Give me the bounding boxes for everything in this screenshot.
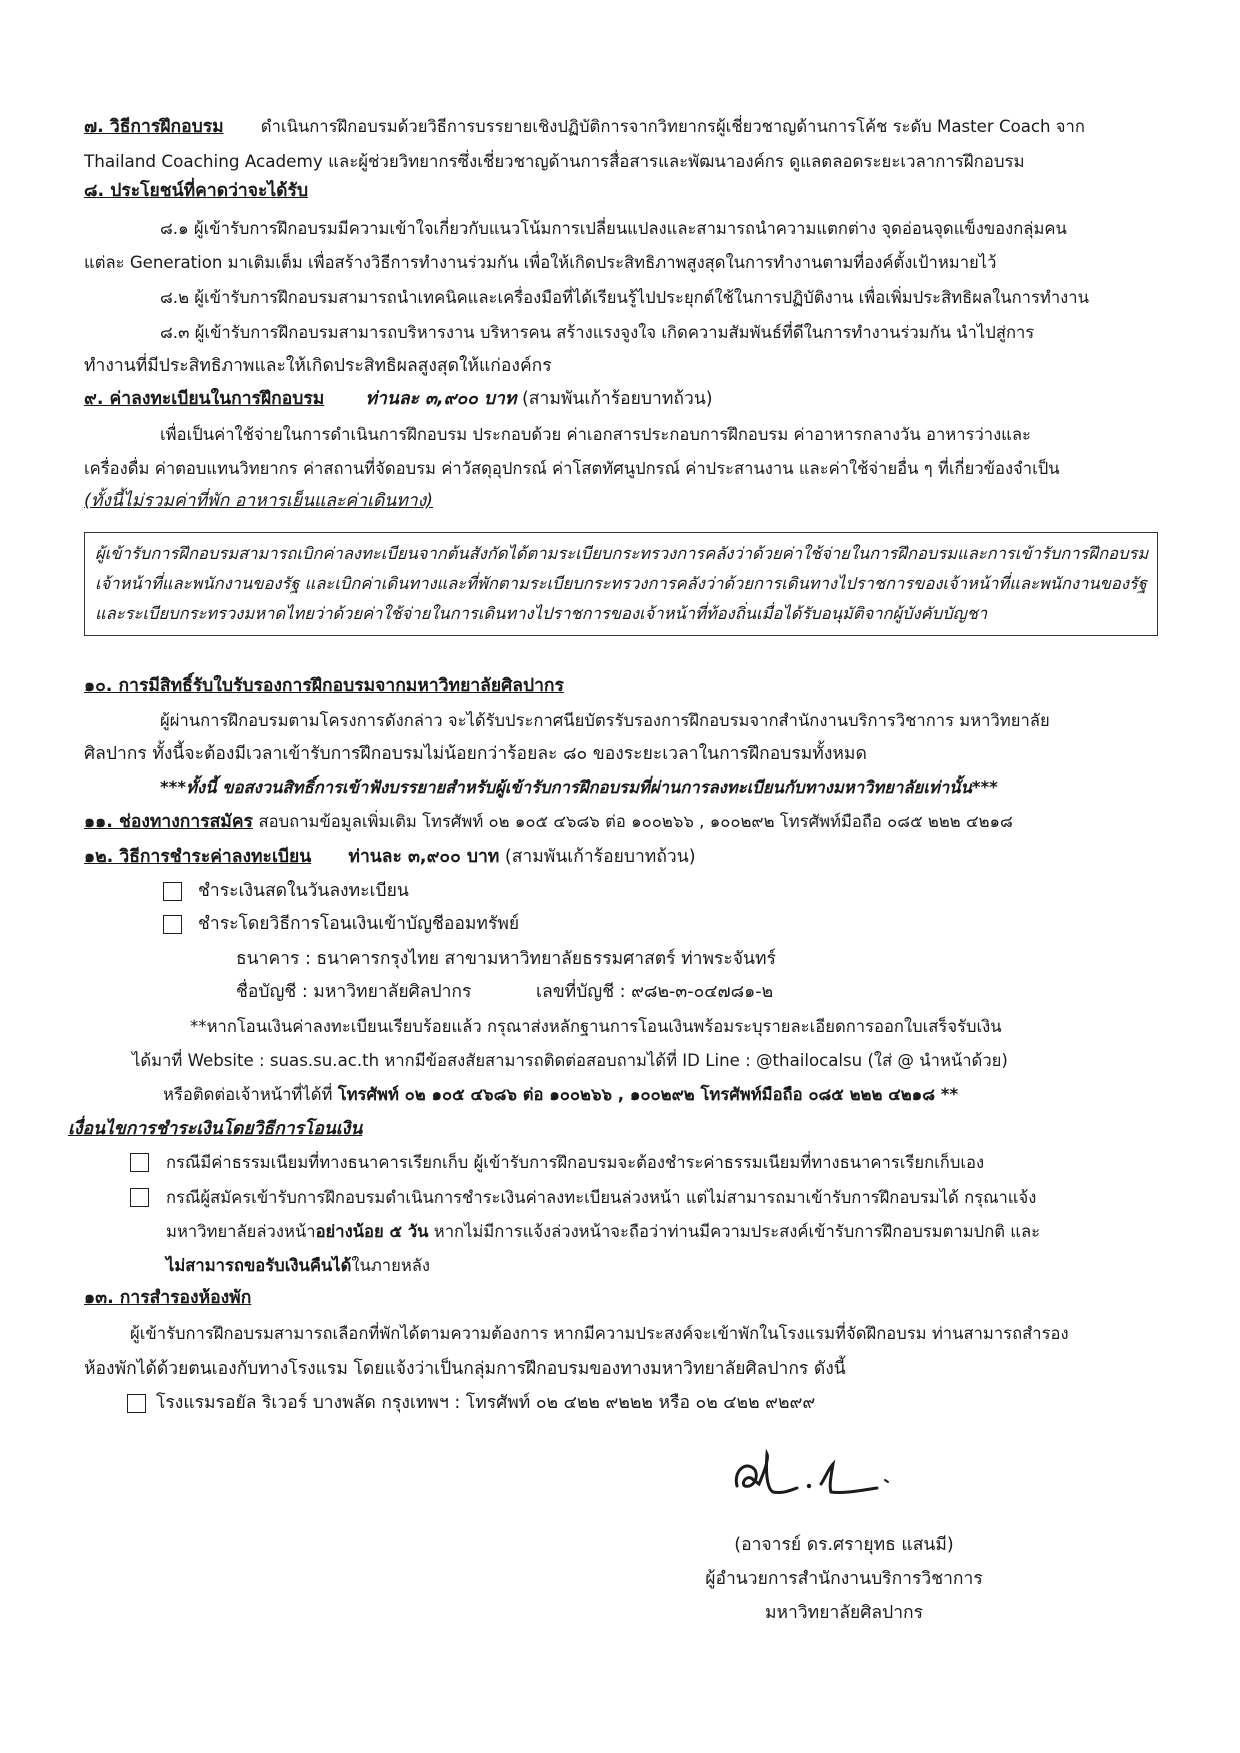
- condition-2-tail: ในภายหลัง: [351, 1256, 431, 1275]
- condition-2-checkbox[interactable]: [130, 1188, 149, 1207]
- account-number: เลขที่บัญชี : ๙๘๒-๓-๐๔๗๘๑-๒: [536, 982, 774, 1002]
- section-8-2-line-1: ๘.๒ ผู้เข้ารับการฝึกอบรมสามารถนำเทคนิคและเครื่องมือที่ได้เรียนรู้ไปประยุกต์ใช้ในการปฏิบัติงาน เพื่อเพิ่มประสิทธิผลในการทำงาน: [160, 288, 1089, 307]
- section-12-fee-words: (สามพันเก้าร้อยบาทถ้วน): [504, 847, 696, 867]
- section-13-line-1: ผู้เข้ารับการฝึกอบรมสามารถเลือกที่พักได้ตามความต้องการ หากมีความประสงค์จะเข้าพักในโรงแรมที่จัดฝึกอบรม ท่านสามารถสำรอง: [130, 1324, 1069, 1343]
- section-7-line-2: Thailand Coaching Academy และผู้ช่วยวิทยากรซึ่งเชี่ยวชาญด้านการสื่อสารและพัฒนาองค์กร ดูแลตลอดระยะเวลาการฝึกอบรม: [84, 151, 1025, 171]
- section-13-title: ๑๓. การสำรองห้องพัก: [84, 1288, 252, 1308]
- section-8-1-line-1: ๘.๑ ผู้เข้ารับการฝึกอบรมมีความเข้าใจเกี่ยวกับแนวโน้มการเปลี่ยนแปลงและสามารถนำความแตกต่าง จุดอ่อนจุดแข็งของกลุ่มคน: [160, 219, 1067, 238]
- section-10-line-1: ผู้ผ่านการฝึกอบรมตามโครงการดังกล่าว จะได้รับประกาศนียบัตรรับรองการฝึกอบรมจากสำนักงานบริการวิชาการ มหาวิทยาลัย: [160, 711, 1050, 730]
- section-12-header: [84, 844, 696, 870]
- section-8-title: ๘. ประโยชน์ที่คาดว่าจะได้รับ: [84, 181, 309, 201]
- section-9-exclusion-note: (ทั้งนี้ไม่รวมค่าที่พัก อาหารเย็นและค่าเดินทาง): [84, 491, 434, 511]
- section-10-title: ๑๐. การมีสิทธิ์รับใบรับรองการฝึกอบรมจากมหาวิทยาลัยศิลปากร: [84, 676, 564, 696]
- condition-2-deadline: อย่างน้อย ๕ วัน: [315, 1222, 429, 1241]
- section-13-line-2: ห้องพักได้ด้วยตนเองกับทางโรงแรม โดยแจ้งว่าเป็นกลุ่มการฝึกอบรมของทางมหาวิทยาลัยศิลปากร ดังนี้: [84, 1359, 846, 1379]
- signatory-position: ผู้อำนวยการสำนักงานบริการวิชาการ: [705, 1569, 983, 1589]
- section-7-text: ดำเนินการฝึกอบรมด้วยวิธีการบรรยายเชิงปฏิบัติการจากวิทยากรผู้เชี่ยวชาญด้านการโค้ช ระดับ Master Coach จาก: [260, 117, 1085, 136]
- signatory-name: (อาจารย์ ดร.ศรายุทธ แสนมี): [734, 1535, 954, 1555]
- section-8-1-line-2: แต่ละ Generation มาเติมเต็ม เพื่อสร้างวิธีการทำงานร่วมกัน เพื่อให้เกิดประสิทธิภาพสูงสุดในการทำงานตามที่องค์ตั้งเป้าหมายไว้: [84, 253, 997, 272]
- condition-2-line-2: [166, 1219, 1040, 1245]
- notice-line-2: เจ้าหน้าที่และพนักงานของรัฐ และเบิกค่าเดินทางและที่พักตามระเบียบกระทรวงการคลังว่าด้วยการเดินทางไปราชการของเจ้าหน้าที่และพนักงานของรัฐ: [95, 574, 1147, 593]
- condition-2-prefix: มหาวิทยาลัยล่วงหน้า: [166, 1222, 316, 1241]
- section-8-3-line-2: ทำงานที่มีประสิทธิภาพและให้เกิดประสิทธิผลสูงสุดให้แก่องค์กร: [84, 356, 552, 376]
- hotel-info: โรงแรมรอยัล ริเวอร์ บางพลัด กรุงเทพฯ : โทรศัพท์ ๐๒ ๔๒๒ ๙๒๒๒ หรือ ๐๒ ๔๒๒ ๙๒๙๙: [156, 1393, 816, 1413]
- condition-2-suffix: หากไม่มีการแจ้งล่วงหน้าจะถือว่าท่านมีความประสงค์เข้ารับการฝึกอบรมตามปกติ และ: [428, 1222, 1041, 1241]
- transfer-note-line-3: [163, 1082, 958, 1108]
- transfer-note-line-2: ได้มาที่ Website : suas.su.ac.th หากมีข้อสงสัยสามารถติดต่อสอบถามได้ที่ ID Line : @thailocalsu (ใส่ @ นำหน้าด้วย): [132, 1051, 1008, 1070]
- transfer-note-line-1: **หากโอนเงินค่าลงทะเบียนเรียบร้อยแล้ว กรุณาส่งหลักฐานการโอนเงินพร้อมระบุรายละเอียดการออกใบเสร็จรับเงิน: [190, 1017, 1002, 1036]
- transfer-conditions-title: เงื่อนไขการชำระเงินโดยวิธีการโอนเงิน: [68, 1119, 363, 1139]
- reimbursement-notice-box: [84, 532, 1158, 636]
- section-7-title: ๗. วิธีการฝึกอบรม: [84, 117, 224, 137]
- section-9-fee-words: (สามพันเก้าร้อยบาทถ้วน): [521, 389, 713, 409]
- notice-line-1: ผู้เข้ารับการฝึกอบรมสามารถเบิกค่าลงทะเบียนจากต้นสังกัดได้ตามระเบียบกระทรวงการคลังว่าด้วยค่าใช้จ่ายในการฝึกอบรมและการเข้ารับการฝึกอบรม: [95, 544, 1149, 563]
- notice-line-3: และระเบียบกระทรวงมหาดไทยว่าด้วยค่าใช้จ่ายในการเดินทางไปราชการของเจ้าหน้าที่ท้องถิ่นเมื่อได้รับอนุมัติจากผู้บังคับบัญชา: [95, 604, 988, 623]
- section-8-3-line-1: ๘.๓ ผู้เข้ารับการฝึกอบรมสามารถบริหารงาน บริหารคน สร้างแรงจูงใจ เกิดความสัมพันธ์ที่ดีในการทำงานร่วมกัน นำไปสู่การ: [160, 323, 1035, 342]
- transfer-note-contact-prefix: หรือติดต่อเจ้าหน้าที่ได้ที่: [163, 1085, 333, 1104]
- section-12-fee: ท่านละ ๓,๙๐๐ บาท: [348, 847, 500, 867]
- condition-1-text: กรณีมีค่าธรรมเนียมที่ทางธนาคารเรียกเก็บ ผู้เข้ารับการฝึกอบรมจะต้องชำระค่าธรรมเนียมที่ทางธนาคารเรียกเก็บเอง: [166, 1153, 985, 1172]
- payment-transfer-label: ชำระโดยวิธีการโอนเงินเข้าบัญชีออมทรัพย์: [198, 914, 520, 934]
- section-7-line-1: [84, 114, 1085, 140]
- section-9-fee: ท่านละ ๓,๙๐๐ บาท: [365, 389, 517, 409]
- payment-cash-label: ชำระเงินสดในวันลงทะเบียน: [198, 881, 409, 901]
- transfer-note-contact-phone: โทรศัพท์ ๐๒ ๑๐๕ ๔๖๘๖ ต่อ ๑๐๐๒๖๖ , ๑๐๐๒๙๒ โทรศัพท์มือถือ ๐๘๕ ๒๒๒ ๔๒๑๘ **: [337, 1085, 959, 1104]
- condition-1-checkbox[interactable]: [130, 1153, 149, 1172]
- section-9-line-1: เพื่อเป็นค่าใช้จ่ายในการดำเนินการฝึกอบรม ประกอบด้วย ค่าเอกสารประกอบการฝึกอบรม ค่าอาหารกลางวัน อาหารว่างและ: [160, 425, 1031, 444]
- payment-transfer-checkbox[interactable]: [163, 915, 182, 934]
- condition-2-line-3: [166, 1253, 430, 1279]
- hotel-checkbox[interactable]: [127, 1394, 146, 1413]
- section-12-title: ๑๒. วิธีการชำระค่าลงทะเบียน: [84, 847, 312, 867]
- condition-2-line-1: กรณีผู้สมัครเข้ารับการฝึกอบรมดำเนินการชำระเงินค่าลงทะเบียนล่วงหน้า แต่ไม่สามารถมาเข้ารับการฝึกอบรมได้ กรุณาแจ้ง: [166, 1188, 1037, 1207]
- condition-2-no-refund: ไม่สามารถขอรับเงินคืนได้: [166, 1256, 352, 1275]
- account-name: ชื่อบัญชี : มหาวิทยาลัยศิลปากร: [236, 982, 472, 1002]
- section-9-header: [84, 386, 713, 412]
- signature-image: [725, 1440, 895, 1520]
- section-10-line-2: ศิลปากร ทั้งนี้จะต้องมีเวลาเข้ารับการฝึกอบรมไม่น้อยกว่าร้อยละ ๘๐ ของระยะเวลาในการฝึกอบรมทั้งหมด: [84, 744, 867, 764]
- payment-cash-checkbox[interactable]: [163, 882, 182, 901]
- signatory-organization: มหาวิทยาลัยศิลปากร: [764, 1603, 924, 1623]
- section-11-line: [84, 809, 1013, 835]
- bank-name: ธนาคาร : ธนาคารกรุงไทย สาขามหาวิทยาลัยธรรมศาสตร์ ท่าพระจันทร์: [236, 949, 776, 969]
- section-9-line-2: เครื่องดื่ม ค่าตอบแทนวิทยากร ค่าสถานที่จัดอบรม ค่าวัสดุอุปกรณ์ ค่าโสตทัศนูปกรณ์ ค่าประสานงาน และค่าใช้จ่ายอื่น ๆ ที่เกี่ยวข้องจำเป็น: [84, 459, 1060, 478]
- section-11-title: ๑๑. ช่องทางการสมัคร: [84, 812, 253, 832]
- section-10-reservation-note: ***ทั้งนี้ ขอสงวนสิทธิ์การเข้าฟังบรรยายสำหรับผู้เข้ารับการฝึกอบรมที่ผ่านการลงทะเบียนกับทางมหาวิทยาลัยเท่านั้น***: [160, 778, 998, 797]
- section-11-contact: สอบถามข้อมูลเพิ่มเติม โทรศัพท์ ๐๒ ๑๐๕ ๔๖๘๖ ต่อ ๑๐๐๒๖๖ , ๑๐๐๒๙๒ โทรศัพท์มือถือ ๐๘๕ ๒๒๒ ๔๒๑๘: [258, 812, 1013, 831]
- section-9-title: ๙. ค่าลงทะเบียนในการฝึกอบรม: [84, 389, 325, 409]
